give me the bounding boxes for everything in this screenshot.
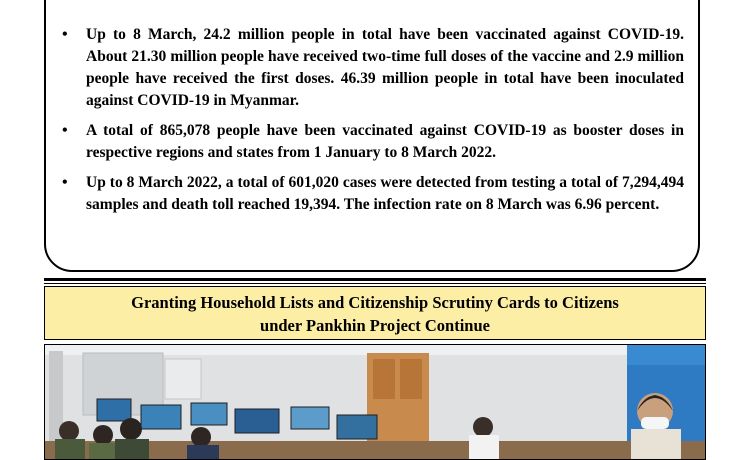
meeting-photo-illustration bbox=[45, 345, 706, 460]
section-divider-thin bbox=[44, 283, 706, 284]
meeting-photo bbox=[44, 344, 706, 460]
photo-cabinet-panel-right bbox=[400, 359, 422, 399]
photo-cabinet bbox=[165, 359, 201, 399]
bullet-booster-doses: • A total of 865,078 people have been vaccinated against COVID-19 as booster doses in respective regions and states from 1 January to 8 March 2022. bbox=[46, 120, 698, 164]
headline-line-2: under Pankhin Project Continue bbox=[260, 316, 490, 335]
photo-cabinet-panel-left bbox=[373, 359, 395, 399]
section-divider-thick bbox=[44, 278, 706, 281]
bullet-vaccination-total: • Up to 8 March, 24.2 million people in total have been vaccinated against COVID-19. About 21.30 million people have received two-time full doses of the vaccine and 2.9 million people have received the first doses. 46.39 million people in total have been inoculated against COVID-19 in Myanmar. bbox=[46, 24, 698, 112]
covid-update-box bbox=[44, 0, 700, 272]
photo-banner-top bbox=[627, 345, 706, 365]
headline-line-1: Granting Household Lists and Citizenship Scrutiny Cards to Citizens bbox=[131, 293, 619, 312]
bullet-cases-deaths: • Up to 8 March 2022, a total of 601,020 cases were detected from testing a total of 7,294,494 samples and death toll reached 19,394. The infection rate on 8 March was 6.96 percent. bbox=[46, 172, 698, 216]
covid-bullet-list bbox=[46, 24, 698, 224]
article-headline bbox=[44, 286, 706, 340]
